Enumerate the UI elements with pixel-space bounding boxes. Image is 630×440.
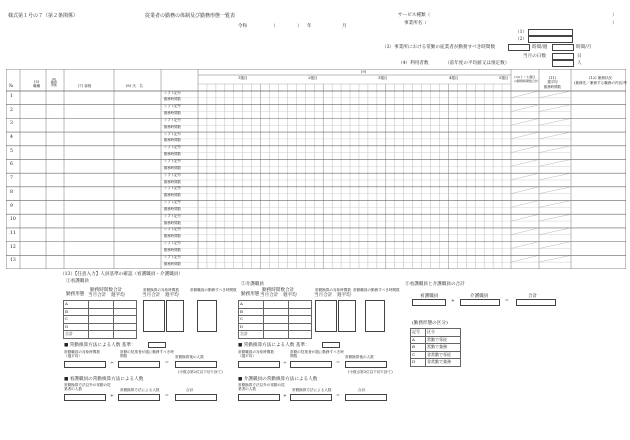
total-nurse-field[interactable]	[412, 299, 446, 306]
row-diagonal	[511, 105, 539, 112]
row-diagonal	[511, 173, 539, 180]
total-care-field[interactable]	[460, 299, 500, 306]
users-field[interactable]	[552, 60, 574, 67]
week3-header: 3週目	[378, 76, 388, 80]
nurse-incl-eq: =	[165, 394, 169, 399]
nurse-avg2: 当月合計 週平均	[142, 293, 179, 298]
row-number: 13	[10, 258, 16, 264]
nurse-round-note: (小数点第2位以下切り捨て)	[178, 370, 223, 374]
row-shift-label: シフト記号	[164, 186, 181, 191]
care-eq: =	[336, 361, 340, 366]
item1-field[interactable]	[528, 29, 573, 36]
nurse-eq: =	[165, 361, 169, 366]
monthly-total-cell[interactable]	[264, 301, 289, 309]
row-shift-label: シフト記号	[164, 158, 181, 163]
col-days-header: (9)	[361, 70, 367, 74]
row-number: 6	[10, 162, 13, 168]
nurse-hours-total: 勤務時間数合計	[90, 288, 123, 293]
weekly-avg-cell[interactable]	[289, 316, 312, 324]
row-diagonal	[539, 132, 571, 139]
section13-title: （13）【任意入力】人員基準の確認（看護職員・介護職員）	[60, 272, 183, 277]
nurse-avg: 当月合計 週平均	[88, 293, 125, 298]
row-number: 1	[10, 94, 13, 99]
work-form-row-label: C	[64, 316, 89, 324]
nurse-fulltime-hours: 常勤換算の対象時間数	[143, 288, 179, 292]
row-hours-label: 勤務時間数	[164, 111, 181, 116]
weekly-hours-field[interactable]	[508, 44, 530, 51]
row-hours-label: 勤務時間数	[164, 97, 181, 102]
care-fte-result: 常勤換算後の人数	[345, 355, 374, 359]
care-incl-b[interactable]	[290, 394, 332, 401]
work-form-row-label: B	[239, 308, 264, 316]
nurse-fte-a[interactable]	[143, 300, 165, 332]
care-incl-out[interactable]	[345, 394, 387, 401]
nurse-incl-out[interactable]	[175, 394, 217, 401]
col12-header: (12) 兼務状況 (兼務先／兼務する職務の内容)等	[574, 76, 628, 85]
weekly-avg-cell[interactable]	[289, 323, 312, 331]
monthly-total-cell[interactable]	[264, 316, 289, 324]
total-care-label: 介護職員	[470, 294, 489, 299]
care-incl-sub2: 常勤換算方法による人数	[292, 388, 332, 392]
days-unit: 日	[577, 54, 582, 59]
week5-header: 5週目	[499, 76, 509, 80]
total-sum-field[interactable]	[516, 299, 556, 306]
monthly-total-cell[interactable]	[264, 323, 289, 331]
row-diagonal	[539, 146, 571, 153]
office-name-label: 事業所名（	[404, 21, 427, 26]
care-fte-den[interactable]	[290, 361, 332, 368]
weekly-avg-cell[interactable]	[114, 331, 137, 339]
nurse-incl-b[interactable]	[118, 394, 160, 401]
col-form-header: (6) 勤務 形態	[51, 77, 58, 87]
work-form-row-label: D	[64, 323, 89, 331]
nurse-fte-b[interactable]	[166, 300, 184, 332]
shift-table	[6, 69, 626, 269]
care-fulltime-hours: 常勤換算の対象時間数	[315, 288, 351, 292]
row-hours-label: 勤務時間数	[164, 124, 181, 129]
nurse-standard-field[interactable]	[148, 342, 166, 348]
row-shift-label: シフト記号	[164, 131, 181, 136]
care-incl-plus: +	[283, 394, 287, 399]
month-unit: 月	[342, 24, 347, 29]
nurse-fte-sub2: 常勤の従業者が週に勤務すべき時間数	[120, 350, 174, 358]
monthly-total-cell[interactable]	[264, 308, 289, 316]
monthly-total-cell[interactable]	[89, 323, 114, 331]
row-shift-label: シフト記号	[164, 172, 181, 177]
row-shift-label: シフト記号	[164, 90, 181, 95]
work-form-row-label: B	[64, 308, 89, 316]
row-shift-label: シフト記号	[164, 213, 181, 218]
col-qual-header: (7) 資格	[78, 84, 92, 88]
row-shift-label: シフト記号	[164, 200, 181, 205]
nurse-fte-result: 常勤換算後の人数	[175, 355, 204, 359]
legend-header-kind: 区分	[426, 329, 461, 337]
nurse-incl-sum: 合計	[186, 388, 194, 392]
total-sum-label: 合計	[528, 294, 538, 299]
work-form-row-label: D	[239, 323, 264, 331]
era-label: 令和	[238, 24, 248, 29]
row-diagonal	[539, 242, 571, 249]
row-shift-label: シフト記号	[164, 227, 181, 232]
row-diagonal	[511, 91, 539, 98]
work-form-row-label: A	[64, 301, 89, 309]
care-fte-sub1: 常勤職員の対象時間数（週平均）	[238, 350, 274, 358]
row-number: 3	[10, 121, 13, 127]
legend-symbol: B	[411, 344, 426, 352]
row-number: 9	[10, 203, 13, 209]
grid-border	[6, 69, 626, 269]
row-number: 12	[10, 244, 16, 250]
work-form-row-label: C	[239, 316, 264, 324]
row-number: 10	[10, 217, 16, 223]
days-field[interactable]	[552, 53, 574, 60]
care-incl-sum: 合計	[358, 388, 366, 392]
care-standard-field[interactable]	[322, 342, 340, 348]
care-incl-eq: =	[336, 394, 340, 399]
care-table	[238, 300, 312, 339]
row-shift-label: シフト記号	[164, 241, 181, 246]
row-diagonal	[539, 214, 571, 221]
hours-per-week: 時間/週	[532, 45, 548, 50]
care-fte-sub2: 常勤の従業者が週に勤務すべき時間数	[290, 350, 344, 358]
total-title: ③看護職員と介護職員の合計	[405, 282, 465, 287]
paren-open: （	[271, 24, 276, 29]
item4-note: （前年度の平均値又は推定数）	[445, 61, 510, 66]
row-hours-label: 勤務時間数	[164, 165, 181, 170]
year-unit: 年	[307, 24, 312, 29]
nurse-fte-sub1: 常勤職員の対象時間数（週平均）	[64, 350, 100, 358]
row-hours-label: 勤務時間数	[164, 206, 181, 211]
row-hours-label: 勤務時間数	[164, 220, 181, 225]
row-diagonal	[539, 91, 571, 98]
paren-close: ）	[297, 24, 302, 29]
row-hours-label: 勤務時間数	[164, 179, 181, 184]
row-diagonal	[511, 187, 539, 194]
care-fte-num[interactable]	[238, 361, 280, 368]
row-hours-label: 勤務時間数	[164, 261, 181, 266]
row-diagonal	[539, 255, 571, 262]
legend-symbol: C	[411, 351, 426, 359]
weekly-avg-cell[interactable]	[289, 331, 312, 339]
nurse-incl-sub: 常勤換算方法以外の常勤の従業者の人数	[64, 383, 111, 391]
care-work-form: 勤務形態	[241, 292, 260, 297]
weekly-avg-cell[interactable]	[289, 308, 312, 316]
care-incl-a[interactable]	[238, 394, 280, 401]
row-diagonal	[511, 118, 539, 125]
office-name-close: ）	[612, 21, 617, 26]
care-title: ②介護職員	[241, 282, 264, 287]
week1-header: 1週目	[238, 76, 248, 80]
legend-kind: 非常勤で専従	[426, 351, 461, 359]
weekly-avg-cell[interactable]	[114, 301, 137, 309]
page-title: 従業者の勤務の体制及び勤務形態一覧表	[145, 13, 236, 19]
row-diagonal	[539, 228, 571, 235]
row-hours-label: 勤務時間数	[164, 152, 181, 157]
nurse-incl-title: ■ 看護職員の常勤換算方法による人数	[64, 377, 144, 382]
row-number: 5	[10, 148, 13, 154]
item1-label: （1）	[515, 30, 528, 35]
legend-title: (勤務形態の区分)	[412, 321, 448, 326]
nurse-title: ①看護職員	[66, 279, 89, 284]
col-job-header: (5) 職種	[33, 80, 41, 88]
nurse-fulltime-monthly: 常勤職員の勤務すべき時間数	[190, 288, 237, 292]
legend-kind: 非常勤で兼務	[426, 359, 461, 367]
week4-header: 4週目	[449, 76, 459, 80]
row-diagonal	[511, 146, 539, 153]
weekly-avg-cell[interactable]	[114, 323, 137, 331]
legend-kind: 常勤で専従	[426, 336, 461, 344]
legend-table	[410, 328, 461, 367]
row-hours-label: 勤務時間数	[164, 193, 181, 198]
nurse-incl-sub2: 常勤換算方法による人数	[120, 388, 160, 392]
total-plus: +	[451, 299, 455, 304]
row-shift-label: シフト記号	[164, 254, 181, 259]
nurse-div: ÷	[110, 361, 114, 366]
row-shift-label: シフト記号	[164, 117, 181, 122]
monthly-hours-field[interactable]	[552, 44, 574, 51]
care-incl-sub: 常勤換算方法以外の常勤の従業者の人数	[238, 383, 285, 391]
care-avg2: 当月合計 週平均	[314, 293, 351, 298]
row-diagonal	[539, 173, 571, 180]
work-form-row-label: A	[239, 301, 264, 309]
weekly-avg-cell[interactable]	[289, 301, 312, 309]
week2-header: 2週目	[308, 76, 318, 80]
item2-field[interactable]	[528, 36, 573, 43]
item3-label: （3）事業所における常勤の従業者が勤務すべき時間数	[382, 45, 496, 50]
care-fulltime-monthly: 常勤職員の勤務すべき時間数	[353, 288, 400, 292]
legend-symbol: A	[411, 336, 426, 344]
row-diagonal	[511, 255, 539, 262]
weekly-avg-cell[interactable]	[114, 316, 137, 324]
col-name-header: (8) 氏 名	[126, 84, 144, 88]
nurse-fte-c[interactable]	[197, 300, 217, 332]
row-shift-label: シフト記号	[164, 145, 181, 150]
item4-label: （4）利用者数	[398, 61, 429, 66]
row-diagonal	[539, 201, 571, 208]
row-number: 2	[10, 107, 13, 113]
care-fte-a[interactable]	[315, 300, 337, 332]
row-number: 8	[10, 189, 13, 195]
total-nurse-label: 看護職員	[420, 294, 439, 299]
row-diagonal	[511, 242, 539, 249]
row-number: 7	[10, 176, 13, 182]
service-type-close: ）	[612, 13, 617, 18]
care-fte-out[interactable]	[345, 361, 387, 368]
row-number: 4	[10, 135, 13, 141]
row-diagonal	[511, 159, 539, 166]
monthly-total-cell[interactable]	[89, 331, 114, 339]
col-no-header: №	[9, 84, 14, 89]
care-div: ÷	[283, 361, 287, 366]
form-id: 様式第１号の７（第２条関係）	[8, 13, 79, 19]
row-diagonal	[539, 105, 571, 112]
days-label: 当月の日数	[523, 54, 546, 59]
item2-label: （2）	[515, 37, 528, 42]
col10-header: (10)１～４週目の勤務時間数合計	[514, 75, 539, 83]
shift-grid-lines	[6, 69, 626, 269]
care-round-note: (小数点第2位以下切り捨て)	[348, 370, 393, 374]
legend-symbol: D	[411, 359, 426, 367]
persons-unit: 人	[577, 61, 582, 66]
legend-header-sym: 記号	[411, 329, 426, 337]
work-form-row-label: 合計	[64, 331, 89, 339]
weekly-avg-cell[interactable]	[114, 308, 137, 316]
care-fte-b[interactable]	[338, 300, 356, 332]
nurse-fte-den[interactable]	[118, 361, 160, 368]
row-diagonal	[539, 187, 571, 194]
care-avg: 当月合計 週平均	[260, 293, 297, 298]
row-number: 11	[10, 230, 16, 236]
row-diagonal	[511, 201, 539, 208]
monthly-total-cell[interactable]	[89, 301, 114, 309]
legend-kind: 常勤で兼務	[426, 344, 461, 352]
row-diagonal	[511, 228, 539, 235]
care-fte-calc: ■ 常勤換算方法による人数 基準：	[238, 343, 310, 348]
nurse-fte-out[interactable]	[175, 361, 217, 368]
row-diagonal	[539, 159, 571, 166]
care-hours-total: 勤務時間数合計	[262, 288, 295, 293]
nurse-incl-a[interactable]	[64, 394, 106, 401]
monthly-total-cell[interactable]	[264, 331, 289, 339]
row-hours-label: 勤務時間数	[164, 138, 181, 143]
nurse-fte-num[interactable]	[64, 361, 106, 368]
nurse-work-form: 勤務形態	[66, 292, 85, 297]
row-shift-label: シフト記号	[164, 104, 181, 109]
service-type-label: サービス種類（	[398, 13, 431, 18]
col11-header: (11) 週平均 勤務時間数	[544, 76, 561, 89]
monthly-total-cell[interactable]	[89, 316, 114, 324]
total-eq: =	[505, 299, 509, 304]
nurse-incl-plus: +	[110, 394, 114, 399]
nurse-table	[63, 300, 137, 339]
hours-per-month: 時間/月	[576, 45, 592, 50]
monthly-total-cell[interactable]	[89, 308, 114, 316]
nurse-fte-calc: ■ 常勤換算方法による人数 基準：	[64, 343, 136, 348]
row-diagonal	[511, 132, 539, 139]
row-diagonal	[539, 118, 571, 125]
row-diagonal	[511, 214, 539, 221]
row-hours-label: 勤務時間数	[164, 234, 181, 239]
row-hours-label: 勤務時間数	[164, 247, 181, 252]
work-form-row-label: 合計	[239, 331, 264, 339]
care-fte-c[interactable]	[365, 300, 385, 332]
care-incl-title: ■ 介護職員の常勤換算方法による人数	[238, 377, 318, 382]
